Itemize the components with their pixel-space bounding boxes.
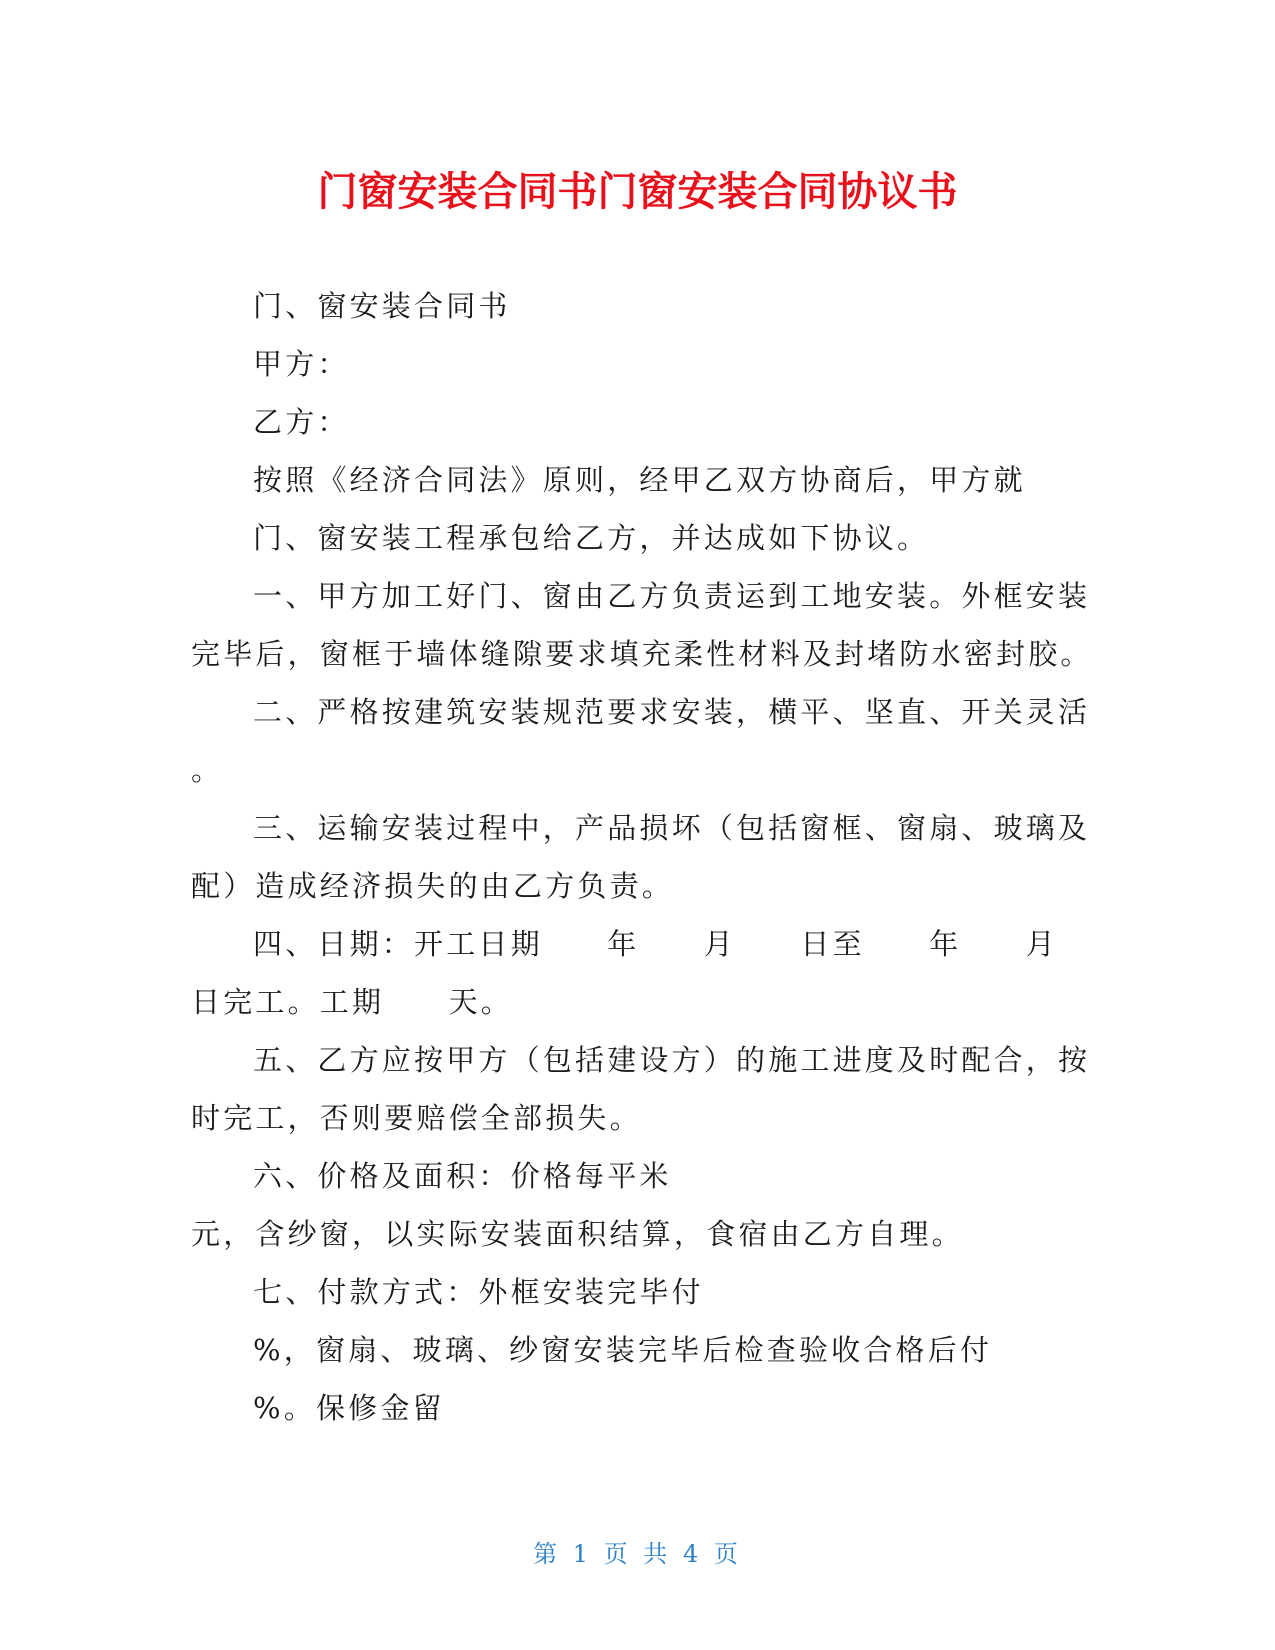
clause-7-line-2: %，窗扇、玻璃、纱窗安装完毕后检查验收合格后付 bbox=[253, 1333, 993, 1367]
clause-2-line-1: 二、严格按建筑安装规范要求安装，横平、坚直、开关灵活 bbox=[253, 695, 1091, 729]
clause-1-line-1: 一、甲方加工好门、窗由乙方负责运到工地安装。外框安装 bbox=[253, 579, 1091, 613]
clause-4-line-2: 日完工。工期 天。 bbox=[191, 985, 514, 1019]
clause-2-line-2: 。 bbox=[191, 753, 224, 787]
clause-4-line-1: 四、日期：开工日期 年 月 日至 年 月 bbox=[253, 927, 1059, 961]
clause-6-line-1: 六、价格及面积：价格每平米 bbox=[253, 1159, 672, 1193]
clause-6-line-2: 元，含纱窗，以实际安装面积结算，食宿由乙方自理。 bbox=[191, 1217, 964, 1251]
paragraph-heading: 门、窗安装合同书 bbox=[253, 289, 511, 323]
preamble-line-2: 门、窗安装工程承包给乙方，并达成如下协议。 bbox=[253, 521, 930, 555]
document-title: 门窗安装合同书门窗安装合同协议书 bbox=[317, 169, 958, 215]
party-b-line: 乙方： bbox=[253, 405, 350, 439]
preamble-line-1: 按照《经济合同法》原则，经甲乙双方协商后，甲方就 bbox=[253, 463, 1026, 497]
clause-7-line-1: 七、付款方式：外框安装完毕付 bbox=[253, 1275, 704, 1309]
clause-5-line-1: 五、乙方应按甲方（包括建设方）的施工进度及时配合，按 bbox=[253, 1043, 1091, 1077]
clause-1-line-2: 完毕后，窗框于墙体缝隙要求填充柔性材料及封堵防水密封胶。 bbox=[191, 637, 1093, 671]
party-a-line: 甲方： bbox=[253, 347, 350, 381]
clause-7-line-3: %。保修金留 bbox=[253, 1391, 445, 1425]
clause-5-line-2: 时完工，否则要赔偿全部损失。 bbox=[191, 1101, 642, 1135]
page-number-footer: 第 1 页 共 4 页 bbox=[533, 1540, 742, 1568]
clause-3-line-2: 配）造成经济损失的由乙方负责。 bbox=[191, 869, 675, 903]
clause-3-line-1: 三、运输安装过程中，产品损坏（包括窗框、窗扇、玻璃及 bbox=[253, 811, 1091, 845]
